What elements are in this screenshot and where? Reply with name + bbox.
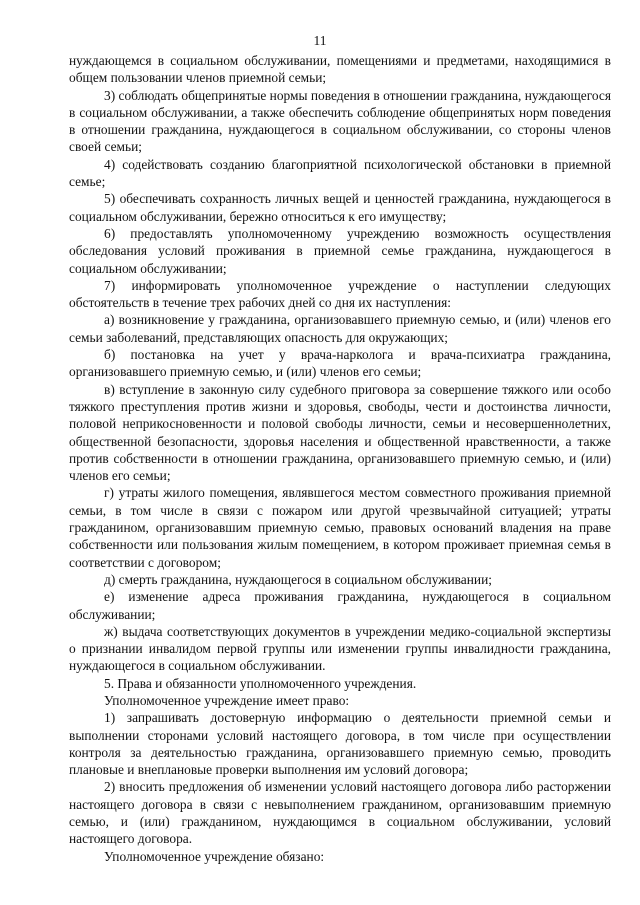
paragraph-subitem-a: а) возникновение у гражданина, организовавшего приемную семью, и (или) членов его семьи заболеваний, представляющих опасность для окружающих; [69, 312, 611, 345]
paragraph-rights-intro: Уполномоченное учреждение имеет право: [104, 692, 350, 708]
paragraph-duties-intro: Уполномоченное учреждение обязано: [104, 848, 325, 864]
paragraph-item-3: 3) соблюдать общепринятые нормы поведения в отношении гражданина, нуждающегося в социальном обслуживании, а также обеспечить соблюдение общепринятых норм поведения в отношении гражданина, нуждающегося в социальном обслуживании, со стороны членов своей семьи; [69, 87, 611, 155]
paragraph-subitem-g: г) утраты жилого помещения, являвшегося местом совместного проживания приемной семьи, в том числе в связи с пожаром или другой чрезвычайной ситуацией; утраты гражданином, организовавшим приемную семью, правовых оснований владения на праве собственности или пользования жилым помещением, в котором проживает приемная семья в соответствии с договором; [69, 485, 611, 570]
paragraph-item-6: 6) предоставлять уполномоченному учреждению возможность осуществления обследования условий проживания в приемной семье гражданина, нуждающегося в социальном обслуживании; [69, 225, 611, 276]
paragraph-continuation: нуждающемся в социальном обслуживании, помещениями и предметами, находящимися в общем пользовании членов приемной семьи; [69, 53, 611, 86]
paragraph-subitem-v: в) вступление в законную силу судебного приговора за совершение тяжкого или особо тяжкого преступления против жизни и здоровья, свободы, чести и достоинства личности, половой неприкосновенности и половой свободы личности, семьи и несовершеннолетних, общественной безопасности, здоровья населения и общественной нравственности, а также против собственности в отношении гражданина, организовавшего приемную семью, и (или) членов его семьи; [69, 381, 611, 484]
page-number: 11 [313, 33, 327, 48]
paragraph-subitem-e: е) изменение адреса проживания гражданина, нуждающегося в социальном обслуживании; [69, 589, 611, 622]
paragraph-subitem-zh: ж) выдача соответствующих документов в учреждении медико-социальной экспертизы о признании инвалидом первой группы или изменении группы инвалидности гражданина, нуждающегося в социальном обслуживании. [69, 623, 611, 674]
paragraph-right-1: 1) запрашивать достоверную информацию о деятельности приемной семьи и выполнении сторонами условий настоящего договора, в том числе при осуществлении контроля за деятельностью гражданина, организовавшего приемную семью, проводить плановые и внеплановые проверки выполнения им условий договора; [69, 710, 611, 778]
section-heading-5: 5. Права и обязанности уполномоченного учреждения. [104, 675, 417, 691]
paragraph-item-5: 5) обеспечивать сохранность личных вещей и ценностей гражданина, нуждающегося в социальном обслуживании, бережно относиться к его имуществу; [69, 191, 611, 224]
paragraph-subitem-b: б) постановка на учет у врача-нарколога и врача-психиатра гражданина, организовавшего приемную семью, и (или) членов его семьи; [69, 347, 611, 380]
document-body [69, 52, 611, 865]
paragraph-item-7: 7) информировать уполномоченное учреждение о наступлении следующих обстоятельств в течение трех рабочих дней со дня их наступления: [69, 277, 611, 311]
paragraph-item-4: 4) содействовать созданию благоприятной психологической обстановки в приемной семье; [69, 156, 611, 190]
paragraph-right-2: 2) вносить предложения об изменении условий настоящего договора либо расторжении настоящего договора в связи с невыполнением гражданином, организовавшим приемную семью, и (или) гражданином, нуждающимся в социальном обслуживании, условий настоящего договора. [69, 779, 611, 847]
paragraph-subitem-d: д) смерть гражданина, нуждающегося в социальном обслуживании; [104, 571, 492, 587]
